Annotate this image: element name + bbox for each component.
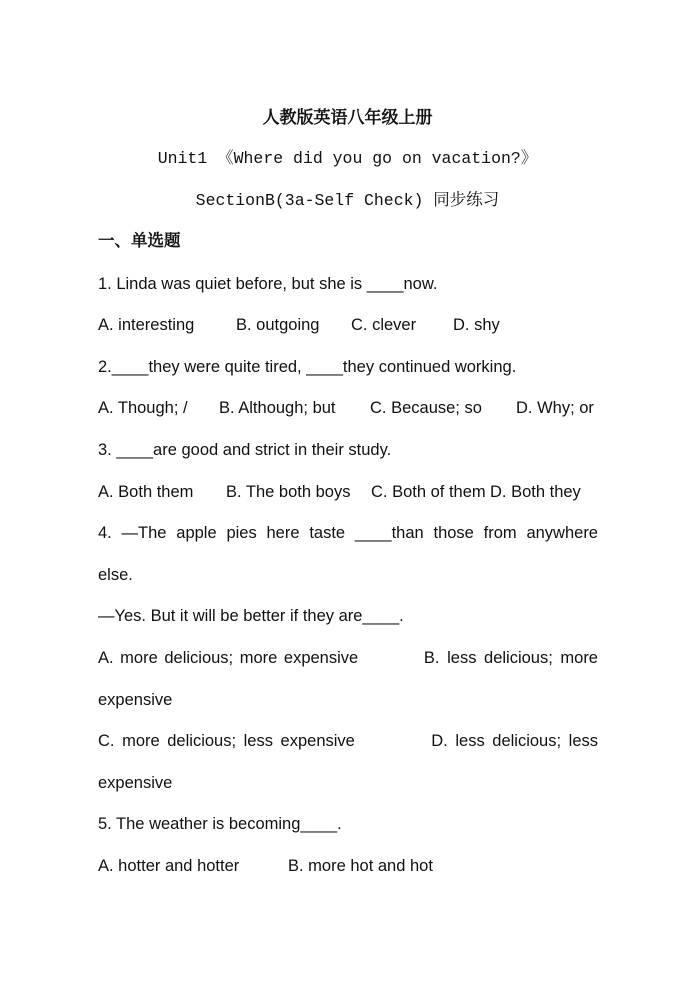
section-heading: 一、单选题 xyxy=(98,231,181,250)
question-4-options-row-2 xyxy=(98,730,598,752)
question-3-stem: 3. ____are good and strict in their study. xyxy=(98,441,392,459)
question-3-option-c: C. Both of them xyxy=(371,483,486,501)
question-4-option-b-continuation: expensive xyxy=(98,691,173,709)
question-4-stem-line-3: —Yes. But it will be better if they are____. xyxy=(98,607,404,625)
question-5-options xyxy=(98,855,598,877)
question-2-option-d: D. Why; or xyxy=(516,399,594,417)
question-1-option-a: A. interesting xyxy=(98,316,195,334)
question-5-option-b: B. more hot and hot xyxy=(288,857,433,875)
unit-title: Unit1 《Where did you go on vacation?》 xyxy=(157,149,538,168)
question-1-option-c: C. clever xyxy=(351,316,417,334)
question-1-option-b: B. outgoing xyxy=(236,316,320,334)
question-5-option-a: A. hotter and hotter xyxy=(98,857,240,875)
document-title: 人教版英语八年级上册 xyxy=(262,108,433,128)
question-3-option-b: B. The both boys xyxy=(226,483,351,501)
question-2-stem: 2.____they were quite tired, ____they continued working. xyxy=(98,358,517,376)
question-1-options xyxy=(98,314,598,336)
question-1-stem: 1. Linda was quiet before, but she is ____now. xyxy=(98,275,438,293)
question-4-option-b: B. less delicious; more xyxy=(423,649,598,667)
question-2-option-c: C. Because; so xyxy=(370,399,482,417)
question-2-option-b: B. Although; but xyxy=(219,399,336,417)
question-4-stem-line-1: 4. —The apple pies here taste ____than those from anywhere xyxy=(98,524,598,542)
question-5-stem: 5. The weather is becoming____. xyxy=(98,815,342,833)
question-2-option-a: A. Though; / xyxy=(98,399,188,417)
question-3-options xyxy=(98,481,598,503)
question-4-option-d-continuation: expensive xyxy=(98,774,173,792)
question-4-option-a: A. more delicious; more expensive xyxy=(98,649,359,667)
question-2-options xyxy=(98,397,598,419)
section-subtitle: SectionB(3a-Self Check) 同步练习 xyxy=(195,191,500,210)
question-3-option-d: D. Both they xyxy=(490,483,581,501)
question-1-option-d: D. shy xyxy=(453,316,500,334)
question-3-option-a: A. Both them xyxy=(98,483,194,501)
question-4-options-row-1 xyxy=(98,647,598,669)
question-4-option-d: D. less delicious; less xyxy=(431,732,598,750)
question-4-stem-line-2: else. xyxy=(98,566,133,584)
question-4-option-c: C. more delicious; less expensive xyxy=(98,732,355,750)
